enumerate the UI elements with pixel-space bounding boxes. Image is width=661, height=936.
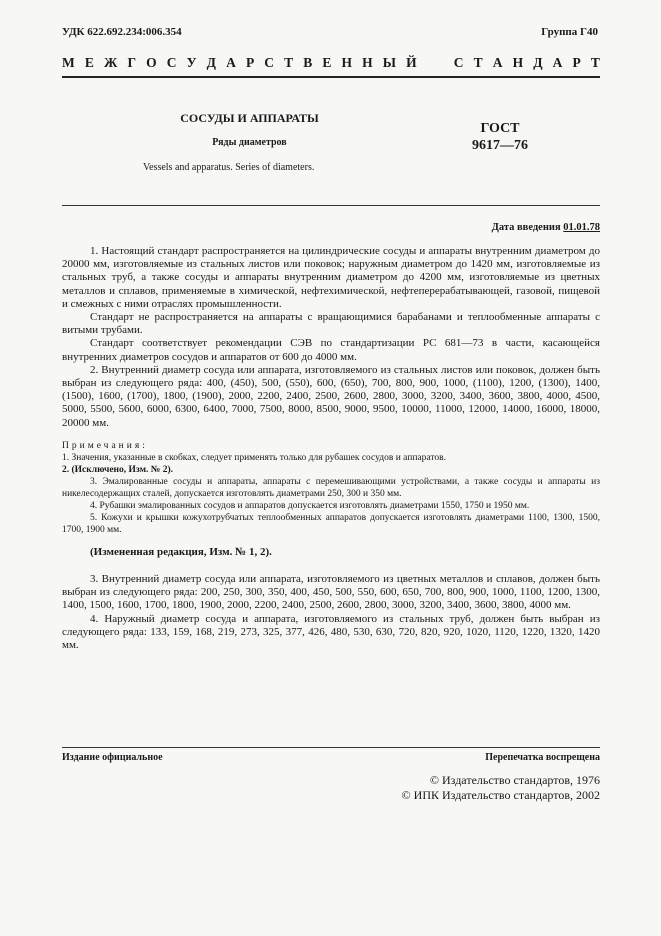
banner-letter: Й xyxy=(406,55,417,70)
footer-rule xyxy=(62,747,600,748)
reprint-prohibited: Перепечатка воспрещена xyxy=(485,752,600,763)
main-text xyxy=(62,245,600,652)
header-rule xyxy=(62,76,600,78)
title-rule xyxy=(62,205,600,206)
banner-letter: Н xyxy=(362,55,373,70)
banner-letter: Е xyxy=(84,55,94,70)
note-3: 3. Эмалированные сосуды и аппараты, аппараты с перемешивающими устройствами, а также сосуды и аппараты из никелесодержащих сталей, допускается изготовлять диаметрами 250, 300 и 350 мм. xyxy=(62,476,600,499)
banner-letter: Н xyxy=(341,55,353,70)
notes-heading: Примечания: xyxy=(62,440,148,451)
english-title: Vessels and apparatus. Series of diameters. xyxy=(143,162,315,173)
banner-letter: А xyxy=(226,55,236,70)
banner-letter: У xyxy=(186,55,197,70)
notes xyxy=(62,440,600,536)
banner-gap xyxy=(440,55,443,71)
banner-letter: С xyxy=(264,55,275,70)
banner-letter: Д xyxy=(206,55,216,70)
paragraph-5: 3. Внутренний диаметр сосуда или аппарата, изготовляемого из цветных металлов и сплавов, должен быть выбран из следующего ряда: 200, 250, 300, 350, 400, 450, 500, 550, 600, 650, 700, 800, 900, 1000, 1100, 1200, 1300, 1400, 1500, 1600, 1700, 1800, 1900, 2000, 2200, 2400, 2500, 2600, 2800, 3000, 3200, 3400, 3600, 3800, 4000 мм. xyxy=(62,573,600,612)
banner-letter: А xyxy=(492,55,503,70)
effective-date-label: Дата введения xyxy=(491,222,561,233)
note-4: 4. Рубашки эмалированных сосудов и аппаратов допускается изготовлять диаметрами 1550, 1750 и 1950 мм. xyxy=(90,500,530,511)
paragraph-3: Стандарт соответствует рекомендации СЭВ по стандартизации РС 681—73 в части, касающейся внутренних диаметров сосудов и аппаратов от 600 до 4000 мм. xyxy=(62,337,600,363)
banner-letter: С xyxy=(166,55,177,70)
note-2: 2. (Исключено, Изм. № 2). xyxy=(62,464,174,475)
paragraph-1: 1. Настоящий стандарт распространяется на цилиндрические сосуды и аппараты внутренним диаметром до 20000 мм, изготовляемые из стальных листов или поковок; наружным диаметром до 1420 мм, изготовляемые из стальных труб, а также сосуды и аппараты внутренним диаметром до 4200 мм, изготовляемые из цветных металлов и сплавов, применяемые в химической, нефтехимической, нефтеперерабатывающей, газовой, пищевой и смежных с ними отраслях промышленности. xyxy=(62,245,600,310)
document-title: СОСУДЫ И АППАРАТЫ xyxy=(180,111,319,125)
official-edition: Издание официальное xyxy=(62,752,163,763)
banner-letter: Т xyxy=(473,55,483,70)
note-1: 1. Значения, указанные в скобках, следует применять только для рубашек сосудов и аппаратов. xyxy=(62,452,447,463)
gost-number xyxy=(440,120,560,154)
banner-letter: Т xyxy=(284,55,294,70)
effective-date xyxy=(492,222,600,233)
copyright-2002: © ИПК Издательство стандартов, 2002 xyxy=(401,788,600,802)
banner-gap xyxy=(427,55,430,71)
banner-letter: С xyxy=(453,55,464,70)
document-subtitle: Ряды диаметров xyxy=(212,137,287,148)
standard-banner xyxy=(62,55,600,71)
banner-letter: М xyxy=(62,55,75,70)
banner-letter: А xyxy=(552,55,563,70)
banner-letter: Ы xyxy=(382,55,397,70)
paragraph-2: Стандарт не распространяется на аппараты с вращающимися барабанами и теплообменные аппараты с витыми трубами. xyxy=(62,311,600,337)
banner-letter: О xyxy=(146,55,157,70)
paragraph-4: 2. Внутренний диаметр сосуда или аппарата, изготовляемого из стальных листов или поковок, должен быть выбран из следующего ряда: 400, (450), 500, (550), 600, (650), 700, 800, 900, 1000, (1100), 1200, (1300), 1400, (1500), 1600, (1700), 1800, (1900), 2000, 2200, 2400, 2500, 2600, 2800, 3000, 3200, 3400, 3600, 3800, 4000, 4500, 5000, 5500, 5600, 6000, 6300, 6400, 7000, 7500, 8000, 8500, 9000, 9500, 10000, 11000, 12000, 14000, 16000, 18000, 20000 мм. xyxy=(62,363,600,429)
udk-code: УДК 622.692.234:006.354 xyxy=(62,26,182,38)
banner-letter: Т xyxy=(590,55,600,70)
note-5: 5. Кожухи и крышки кожухотрубчатых теплообменных аппаратов допускается изготовлять диаметрами 1100, 1300, 1500, 1700, 1900 мм. xyxy=(62,512,600,535)
banner-letter: Г xyxy=(127,55,137,70)
banner-letter: В xyxy=(303,55,313,70)
banner-letter: Р xyxy=(245,55,255,70)
gost-label: ГОСТ xyxy=(480,121,520,136)
banner-letter: Е xyxy=(322,55,332,70)
banner-letter: Ж xyxy=(103,55,118,70)
paragraph-6: 4. Наружный диаметр сосуда и аппарата, изготовляемого из стальных труб, должен быть выбран из следующего ряда: 133, 159, 168, 219, 273, 325, 377, 426, 480, 530, 630, 720, 820, 920, 1020, 1120, 1220, 1320, 1420 мм. xyxy=(62,612,600,652)
effective-date-value: 01.01.78 xyxy=(563,222,600,233)
group-code: Группа Г40 xyxy=(541,26,598,38)
banner-letter: Д xyxy=(533,55,543,70)
revision-note: (Измененная редакция, Изм. № 1, 2). xyxy=(90,545,272,558)
copyright-1976: © Издательство стандартов, 1976 xyxy=(429,773,600,787)
gost-code: 9617—76 xyxy=(472,138,528,153)
banner-letter: Р xyxy=(572,55,581,70)
banner-letter: Н xyxy=(512,55,524,70)
